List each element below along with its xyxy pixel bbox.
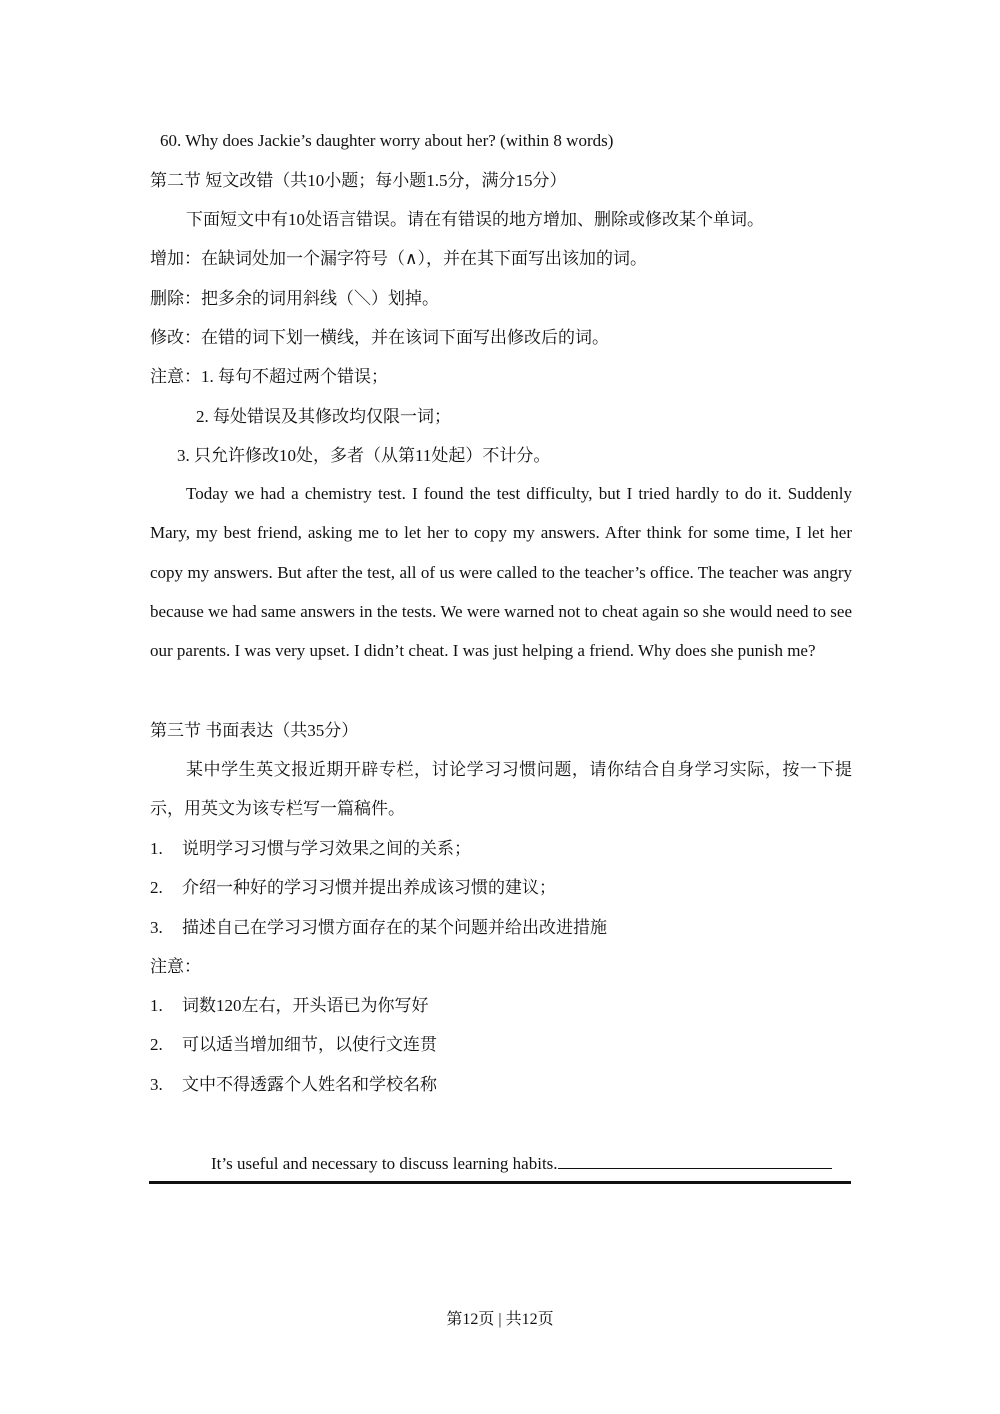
writing-note-number: 1. (150, 996, 163, 1015)
section2-intro: 下面短文中有10处语言错误。请在有错误的地方增加、删除或修改某个单词。 (186, 210, 764, 229)
writing-point-1 (150, 838, 471, 860)
section3-title: 第三节 书面表达（共35分） (150, 721, 359, 740)
writing-note-1 (150, 995, 429, 1017)
writing-point-2 (150, 877, 556, 899)
instruction-add: 增加：在缺词处加一个漏字符号（∧），并在其下面写出该加的词。 (150, 249, 647, 268)
writing-note-3 (150, 1074, 437, 1096)
page-footer: 第12页 | 共12页 (446, 1311, 554, 1328)
writing-note-number: 2. (150, 1035, 163, 1054)
essay-opening-line (211, 1152, 832, 1175)
writing-prompt: 某中学生英文报近期开辟专栏，讨论学习习惯问题，请你结合自身学习实际，按一下提示，用英文为该专栏写一篇稿件。 (150, 760, 852, 819)
writing-point-number: 2. (150, 878, 163, 897)
answer-blank[interactable] (558, 1152, 832, 1169)
instruction-modify: 修改：在错的词下划一横线，并在该词下面写出修改后的词。 (150, 328, 609, 347)
note-3: 3. 只允许修改10处，多者（从第11处起）不计分。 (177, 446, 551, 465)
writing-notes-label: 注意： (150, 957, 201, 976)
writing-note-2 (150, 1034, 437, 1056)
writing-point-number: 1. (150, 839, 163, 858)
writing-point-text: 介绍一种好的学习习惯并提出养成该习惯的建议； (182, 878, 556, 897)
writing-note-text: 文中不得透露个人姓名和学校名称 (182, 1075, 437, 1094)
note-1: 注意：1. 每句不超过两个错误； (150, 367, 388, 386)
writing-point-text: 描述自己在学习习惯方面存在的某个问题并给出改进措施 (182, 918, 607, 937)
writing-note-text: 可以适当增加细节，以使行文连贯 (182, 1035, 437, 1054)
question-60: 60. Why does Jackie’s daughter worry about her? (within 8 words) (160, 131, 614, 150)
writing-note-number: 3. (150, 1075, 163, 1094)
writing-point-3 (150, 917, 607, 939)
instruction-delete: 删除：把多余的词用斜线（＼）划掉。 (150, 289, 439, 308)
section2-title: 第二节 短文改错（共10小题；每小题1.5分，满分15分） (150, 171, 567, 190)
writing-point-text: 说明学习习惯与学习效果之间的关系； (182, 839, 471, 858)
divider (149, 1181, 851, 1184)
writing-point-number: 3. (150, 918, 163, 937)
writing-note-text: 词数120左右，开头语已为你写好 (182, 996, 429, 1015)
note-2: 2. 每处错误及其修改均仅限一词； (196, 407, 451, 426)
essay-opening: It’s useful and necessary to discuss learning habits. (211, 1154, 558, 1173)
correction-passage: Today we had a chemistry test. I found the test difficulty, but I tried hardly to do it. Suddenly Mary, my best friend, asking me to let her to copy my answers. After think for some time, I let her copy my answers. But after the test, all of us were called to the teacher’s office. The teacher was angry because we had same answers in the tests. We were warned not to cheat again so she would need to see our parents. I was very upset. I didn’t cheat. I was just helping a friend. Why does she punish me? (150, 484, 852, 661)
